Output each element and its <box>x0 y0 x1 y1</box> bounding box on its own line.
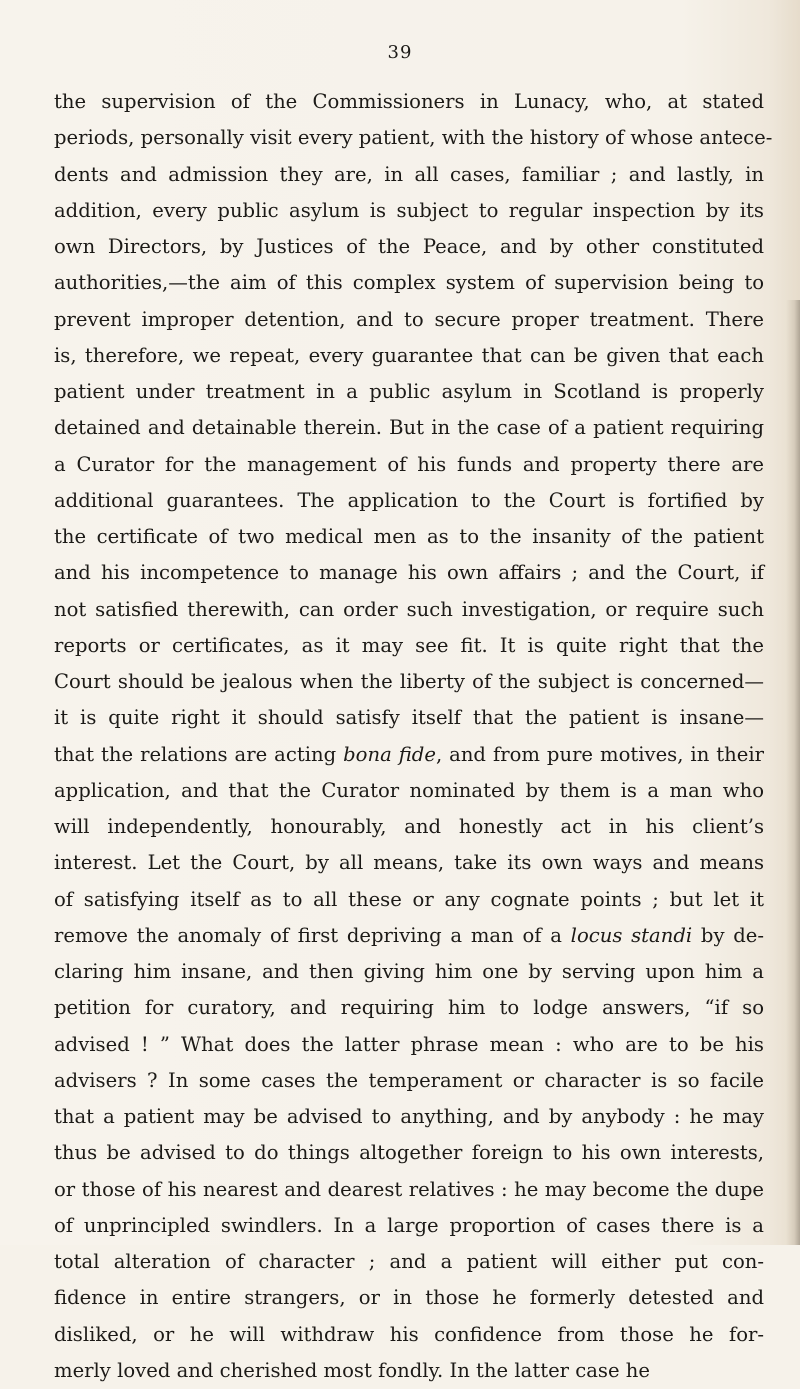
text-segment: it is quite right it should satisfy itself that the patient is insane— <box>54 706 764 730</box>
text-line <box>54 157 764 193</box>
text-segment: authorities,—the aim of this complex system of supervision being to <box>54 271 764 295</box>
text-line <box>54 628 764 664</box>
page-number: 39 <box>387 42 413 63</box>
text-line <box>54 954 764 990</box>
text-line <box>54 1027 764 1063</box>
text-line <box>54 882 764 918</box>
text-line <box>54 773 764 809</box>
text-line <box>54 592 764 628</box>
text-segment: the certificate of two medical men as to the insanity of the patient <box>54 525 764 548</box>
text-segment: , and from pure motives, in their <box>435 742 765 766</box>
text-line <box>54 1317 764 1353</box>
text-segment: thus be advised to do things altogether foreign to his own interests, <box>54 1141 764 1165</box>
text-segment: additional guarantees. The application to the Court is fortified by <box>54 488 764 512</box>
text-segment: by de- <box>692 923 765 947</box>
text-segment: reports or certificates, as it may see fit. It is quite right that the <box>54 633 764 657</box>
text-line <box>54 1244 764 1280</box>
text-line <box>54 302 764 338</box>
text-line <box>54 447 764 483</box>
text-segment: is, therefore, we repeat, every guarantee that can be given that each <box>54 343 764 367</box>
text-line <box>54 990 764 1026</box>
text-segment: prevent improper detention, and to secure proper treatment. There <box>54 307 764 331</box>
text-segment: periods, personally visit every patient, with the history of whose antece- <box>54 126 773 150</box>
text-line <box>54 265 764 301</box>
text-line <box>54 737 764 773</box>
text-segment: the supervision of the Commissioners in Lunacy, who, at stated <box>54 90 764 113</box>
text-segment: will independently, honourably, and honestly act in his client’s <box>54 815 764 838</box>
text-line <box>54 845 764 881</box>
text-segment: own Directors, by Justices of the Peace, and by other constituted <box>54 235 764 258</box>
text-segment: petition for curatory, and requiring him to lodge answers, “if so <box>54 996 764 1020</box>
text-segment: detained and detainable therein. But in the case of a patient requiring <box>54 416 764 440</box>
text-line <box>54 338 764 374</box>
text-segment: merly loved and cherished most fondly. In the latter case he <box>54 1358 651 1382</box>
text-line <box>54 229 764 265</box>
text-line <box>54 120 773 156</box>
text-segment: remove the anomaly of first depriving a man of a <box>54 923 571 947</box>
italic-text-segment: bona fide <box>343 742 436 766</box>
text-line <box>54 1280 764 1316</box>
body-text <box>54 84 773 1389</box>
text-segment: fidence in entire strangers, or in those he formerly detested and <box>54 1286 764 1310</box>
text-line <box>54 519 764 555</box>
page-edge-shadow <box>786 300 800 1245</box>
text-segment: or those of his nearest and dearest relatives : he may become the dupe <box>54 1177 764 1201</box>
text-segment: dents and admission they are, in all cases, familiar ; and lastly, in <box>54 162 764 186</box>
text-segment: of unprincipled swindlers. In a large proportion of cases there is a <box>54 1213 764 1237</box>
text-segment: a Curator for the management of his funds and property there are <box>54 452 764 476</box>
text-line <box>54 700 764 736</box>
text-line <box>54 483 764 519</box>
text-line <box>54 809 764 845</box>
text-line <box>54 193 764 229</box>
text-segment: that the relations are acting <box>54 742 344 766</box>
text-line <box>54 410 764 446</box>
text-segment: advisers ? In some cases the temperament or character is so facile <box>54 1068 764 1092</box>
text-segment: Court should be jealous when the liberty of the subject is concerned— <box>54 670 764 693</box>
text-line <box>54 1063 764 1099</box>
text-line <box>54 1135 764 1171</box>
text-segment: advised ! ” What does the latter phrase mean : who are to be his <box>54 1032 764 1056</box>
text-segment: total alteration of character ; and a patient will either put con- <box>54 1250 764 1273</box>
text-line <box>54 1353 764 1389</box>
text-line <box>54 374 764 410</box>
text-line <box>54 1172 764 1208</box>
text-segment: application, and that the Curator nominated by them is a man who <box>54 778 764 802</box>
text-segment: that a patient may be advised to anything, and by anybody : he may <box>54 1105 764 1128</box>
text-segment: not satisfied therewith, can order such investigation, or require such <box>54 597 764 621</box>
italic-text-segment: locus standi <box>570 923 693 947</box>
text-segment: addition, every public asylum is subject to regular inspection by its <box>54 198 764 222</box>
text-line <box>54 84 764 120</box>
text-line <box>54 1099 764 1135</box>
text-segment: of satisfying itself as to all these or any cognate points ; but let it <box>54 887 764 911</box>
text-line <box>54 1208 764 1244</box>
text-line <box>54 555 764 591</box>
text-segment: and his incompetence to manage his own affairs ; and the Court, if <box>54 561 764 585</box>
text-segment: claring him insane, and then giving him one by serving upon him a <box>54 960 764 983</box>
text-line <box>54 664 764 700</box>
text-segment: disliked, or he will withdraw his confidence from those he for- <box>54 1322 764 1346</box>
text-segment: interest. Let the Court, by all means, take its own ways and means <box>54 851 764 875</box>
text-segment: patient under treatment in a public asylum in Scotland is properly <box>54 380 764 403</box>
text-line <box>54 918 764 954</box>
